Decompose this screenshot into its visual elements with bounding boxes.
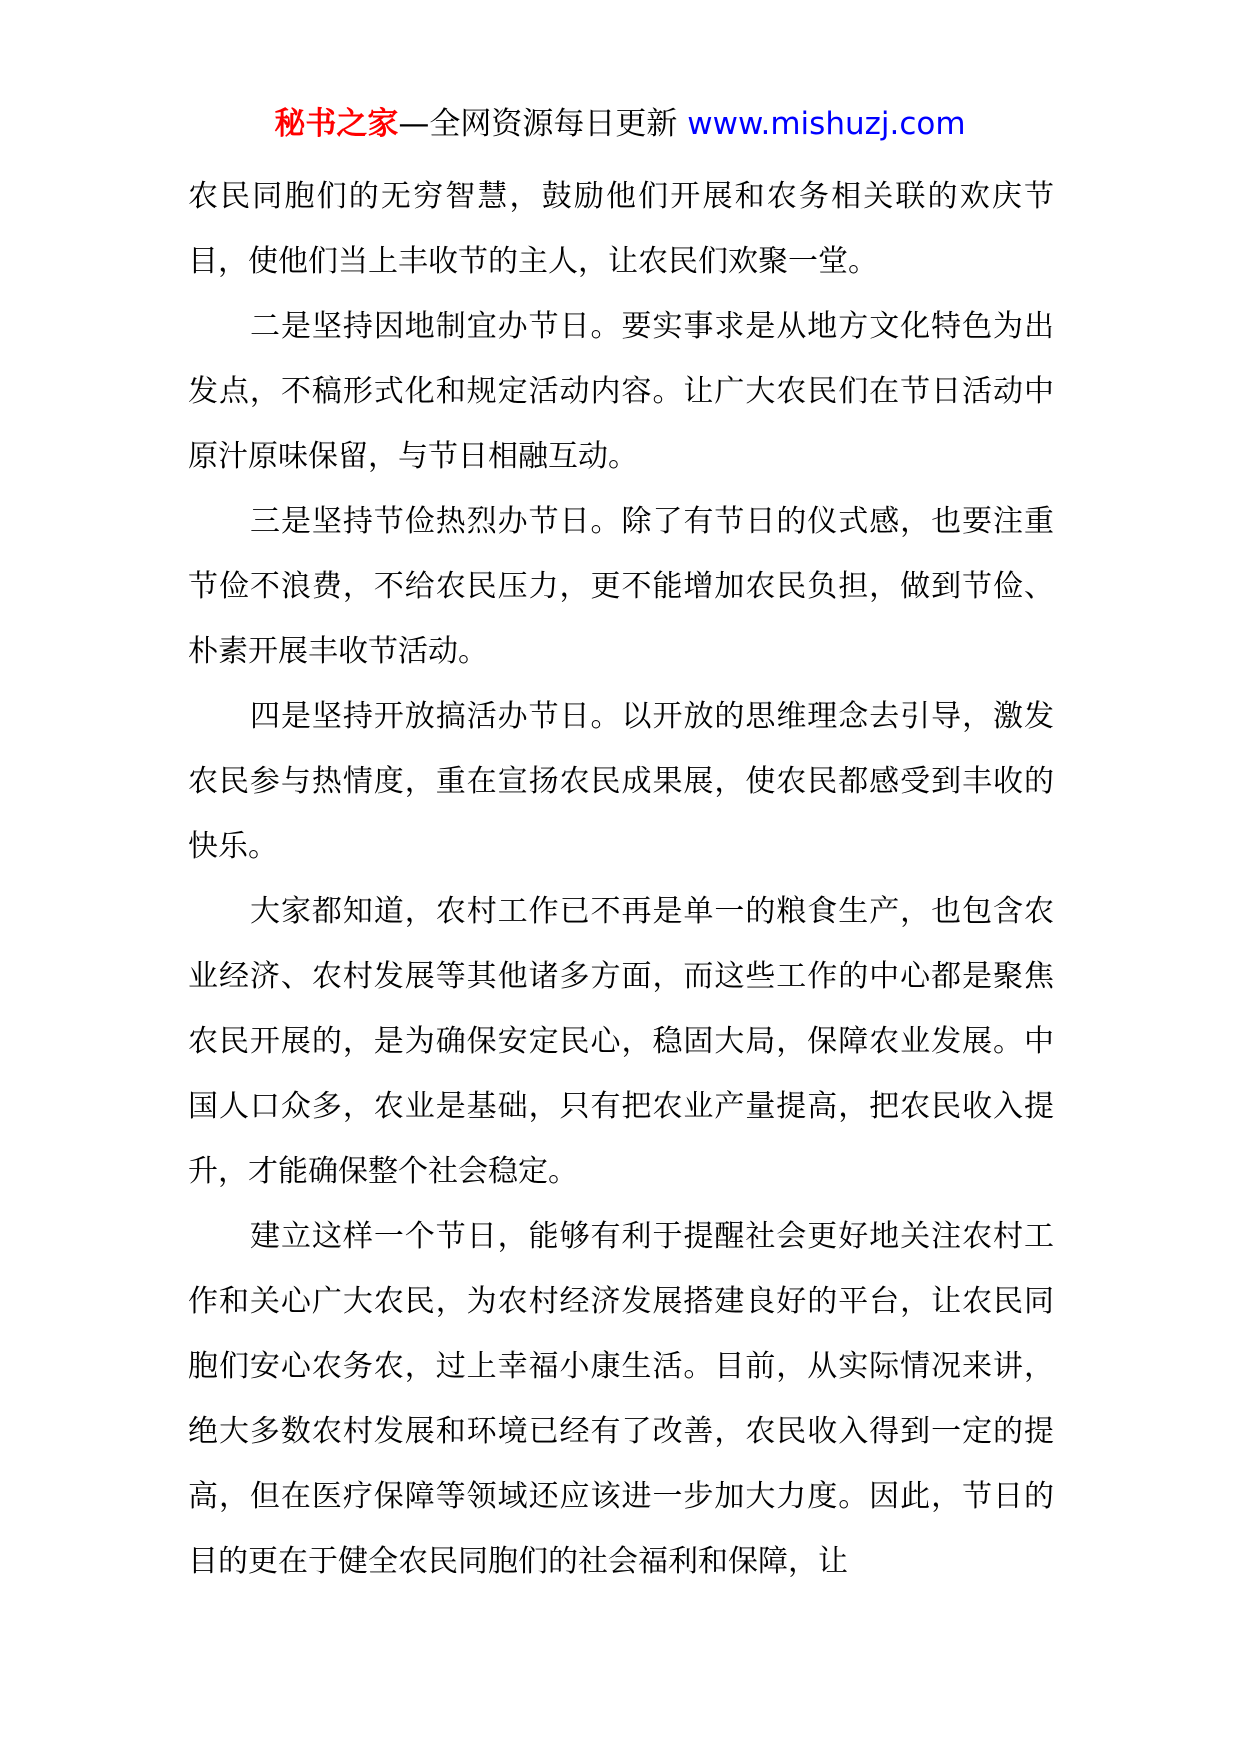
paragraph: 二是坚持因地制宜办节日。要实事求是从地方文化特色为出发点，不稿形式化和规定活动内容。让广大农民们在节日活动中原汁原味保留，与节日相融互动。 <box>188 309 1054 474</box>
paragraph: 建立这样一个节日，能够有利于提醒社会更好地关注农村工作和关心广大农民，为农村经济发展搭建良好的平台，让农民同胞们安心农务农，过上幸福小康生活。目前，从实际情况来讲，绝大多数农村发展和环境已经有了改善，农民收入得到一定的提高，但在医疗保障等领域还应该进一步加大力度。因此，节日的目的更在于健全农民同胞们的社会福利和保障，让 <box>188 1219 1054 1579</box>
paragraph: 三是坚持节俭热烈办节日。除了有节日的仪式感，也要注重节俭不浪费，不给农民压力，更不能增加农民负担，做到节俭、朴素开展丰收节活动。 <box>188 504 1054 669</box>
page-header <box>0 102 1240 146</box>
paragraph: 四是坚持开放搞活办节日。以开放的思维理念去引导，激发农民参与热情度，重在宣扬农民成果展，使农民都感受到丰收的快乐。 <box>188 699 1054 864</box>
brand-name: 秘书之家 <box>274 106 399 142</box>
header-tagline: —全网资源每日更新 <box>398 106 688 142</box>
site-url-link[interactable]: www.mishuzj.com <box>687 106 966 142</box>
paragraph-continued: 农民同胞们的无穷智慧，鼓励他们开展和农务相关联的欢庆节目，使他们当上丰收节的主人，让农民们欢聚一堂。 <box>188 179 1054 279</box>
document-body <box>188 164 1054 1594</box>
paragraph: 大家都知道，农村工作已不再是单一的粮食生产，也包含农业经济、农村发展等其他诸多方面，而这些工作的中心都是聚焦农民开展的，是为确保安定民心，稳固大局，保障农业发展。中国人口众多，农业是基础，只有把农业产量提高，把农民收入提升，才能确保整个社会稳定。 <box>188 894 1054 1189</box>
